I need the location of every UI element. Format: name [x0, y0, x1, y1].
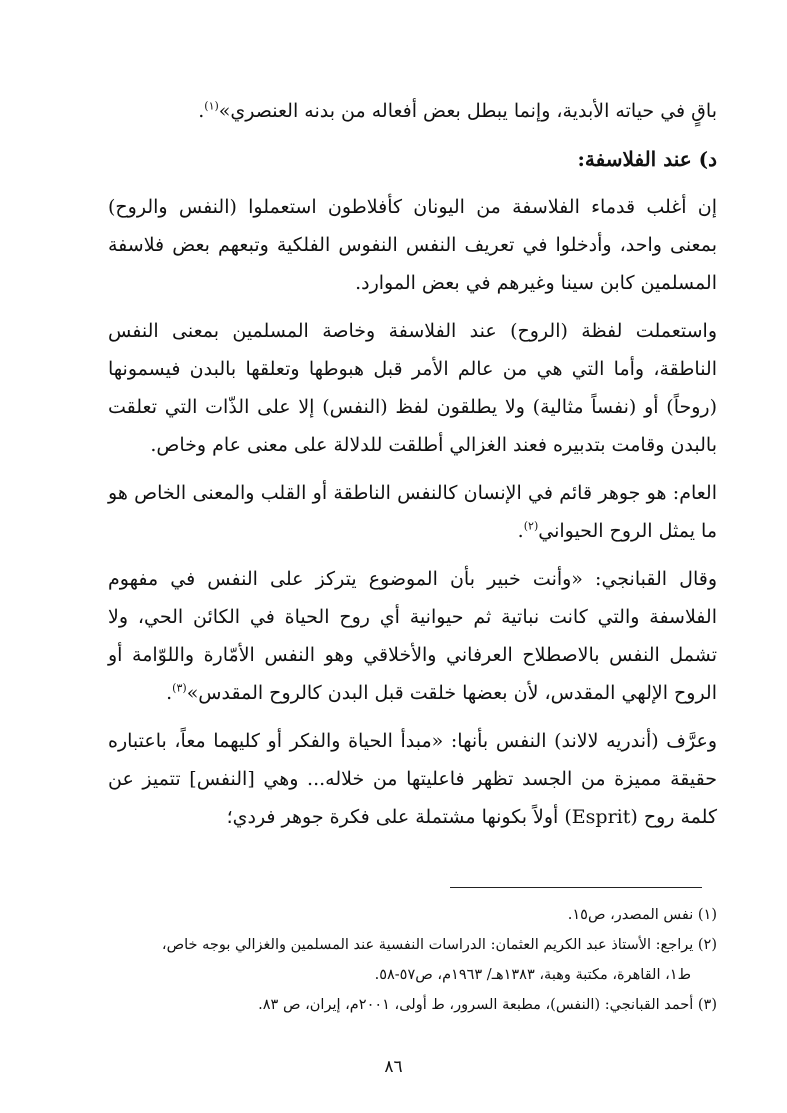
footnote-ref: (٣) — [172, 681, 187, 695]
paragraph-text: العام: هو جوهر قائم في الإنسان كالنفس الناطقة أو القلب والمعنى الخاص هو ما يمثل الروح الحيواني — [108, 482, 717, 542]
main-text — [108, 92, 717, 846]
footnote-2-continuation: ط١، القاهرة، مكتبة وهبة، ١٣٨٣هـ/ ١٩٦٣م، ص٥٧-٥٨. — [374, 967, 691, 983]
footnote-1: (١) نفس المصدر، ص١٥. — [567, 907, 717, 923]
paragraph-text: باقٍ في حياته الأبدية، وإنما يبطل بعض أفعاله من بدنه العنصري» — [218, 100, 717, 122]
footnote-3: (٣) أحمد القبانجي: (النفس)، مطبعة السرور، ط أولى، ٢٠٠١م، إيران، ص ٨٣. — [258, 997, 717, 1013]
page-number: ٨٦ — [384, 1057, 403, 1077]
paragraph-text: وقال القبانجي: «وأنت خبير بأن الموضوع يتركز على النفس في مفهوم الفلاسفة والتي كانت نباتية ثم حيوانية أي روح الحياة في الكائن الحي، ولا تشمل النفس بالاصطلاح العرفاني والأخلاقي وهو النفس الأمّارة واللوّامة أو الروح الإلهي المقدس، لأن بعضها خلقت قبل البدن كالروح المقدس» — [108, 568, 717, 704]
paragraph-lalande: وعرَّف (أندريه لالاند) النفس بأنها: «مبدأ الحياة والفكر أو كليهما معاً، باعتباره حقيقة مميزة من الجسد تظهر فاعليتها من خلاله... وهي [النفس] تتميز عن كلمة روح (Esprit) أولاً بكونها مشتملة على فكرة جوهر فردي؛ — [108, 730, 717, 828]
footnotes — [108, 900, 717, 1020]
paragraph-qabbanji — [108, 560, 717, 712]
footnote-ref: (٢) — [523, 519, 539, 533]
paragraph-end: . — [198, 100, 205, 122]
paragraph-continuation — [108, 92, 717, 130]
footnote-ref: (١) — [204, 99, 219, 113]
paragraph-general-meaning — [108, 474, 717, 550]
footnote-separator — [450, 887, 702, 888]
footnote-2: (٢) يراجع: الأستاذ عبد الكريم العثمان: الدراسات النفسية عند المسلمين والغزالي بوجه خاص، — [161, 937, 717, 953]
paragraph-end: . — [166, 682, 173, 704]
paragraph-philosophers: إن أغلب قدماء الفلاسفة من اليونان كأفلاطون استعملوا (النفس والروح) بمعنى واحد، وأدخلوا في تعريف النفس النفوس الفلكية وتبعهم بعض فلاسفة المسلمين كابن سينا وغيرهم في بعض الموارد. — [108, 196, 717, 294]
paragraph-spirit-usage: واستعملت لفظة (الروح) عند الفلاسفة وخاصة المسلمين بمعنى النفس الناطقة، وأما التي هي من عالم الأمر قبل هبوطها وتعلقها بالبدن فيسمونها (روحاً) أو (نفساً مثالية) ولا يطلقون لفظ (النفس) إلا على الذّات التي تعلقت بالبدن وقامت بتدبيره فعند الغزالي أطلقت للدلالة على معنى عام وخاص. — [108, 320, 717, 456]
paragraph-end: . — [517, 520, 524, 542]
section-heading: د) عند الفلاسفة: — [577, 147, 717, 171]
